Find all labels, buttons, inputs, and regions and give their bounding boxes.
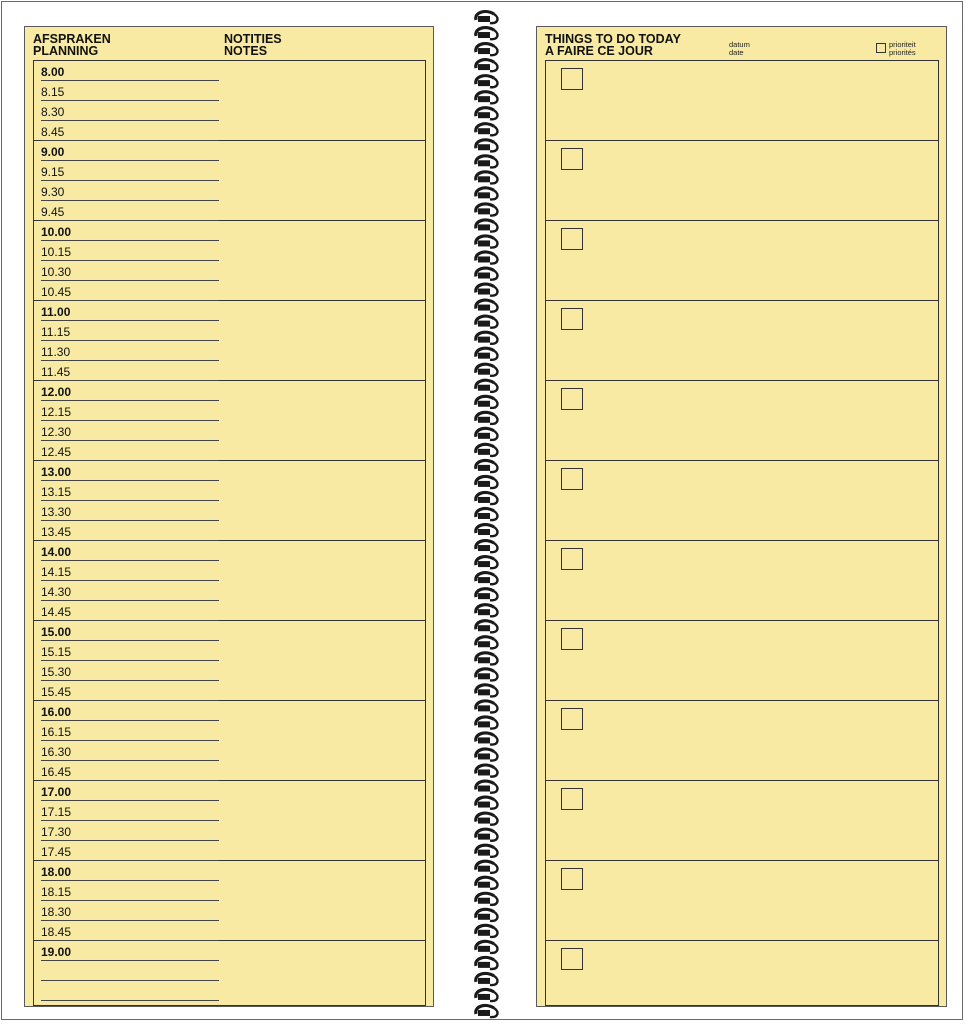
- quarter-slot[interactable]: 10.30: [41, 261, 219, 281]
- hour-block: [34, 541, 425, 621]
- task-checkbox[interactable]: [561, 68, 583, 90]
- spiral-loop: [476, 749, 498, 761]
- spiral-loop: [476, 348, 498, 360]
- spiral-loop: [476, 1006, 498, 1018]
- quarter-slot[interactable]: [41, 961, 219, 981]
- quarter-slot[interactable]: 15.45: [41, 681, 219, 701]
- hour-block: [34, 221, 425, 301]
- quarter-slot[interactable]: 13.45: [41, 521, 219, 541]
- spiral-loop: [476, 845, 498, 857]
- task-row[interactable]: [546, 701, 938, 781]
- date-label-nl: datum: [729, 40, 750, 49]
- quarter-slot[interactable]: 9.45: [41, 201, 219, 221]
- quarter-slot[interactable]: [41, 981, 219, 1001]
- spiral-loop: [476, 653, 498, 665]
- task-checkbox[interactable]: [561, 788, 583, 810]
- spiral-loop: [476, 172, 498, 184]
- spiral-loop: [476, 877, 498, 889]
- quarter-slot[interactable]: 10.15: [41, 241, 219, 261]
- notes-heading-en: NOTES: [224, 44, 268, 58]
- hour-label[interactable]: 15.00: [41, 621, 219, 641]
- spiral-loop: [476, 124, 498, 136]
- quarter-slot[interactable]: 14.15: [41, 561, 219, 581]
- task-checkbox[interactable]: [561, 308, 583, 330]
- spiral-loop: [476, 444, 498, 456]
- spiral-loop: [476, 316, 498, 328]
- task-row[interactable]: [546, 141, 938, 221]
- spiral-loop: [476, 252, 498, 264]
- hour-block: [34, 781, 425, 861]
- quarter-slot[interactable]: 16.15: [41, 721, 219, 741]
- spiral-loop: [476, 781, 498, 793]
- spiral-loop: [476, 941, 498, 953]
- hour-label[interactable]: 19.00: [41, 941, 219, 961]
- todo-page: [536, 26, 947, 1007]
- quarter-slot[interactable]: 8.30: [41, 101, 219, 121]
- priority-checkbox-legend: [876, 43, 886, 53]
- quarter-slot[interactable]: 11.45: [41, 361, 219, 381]
- hour-block: [34, 141, 425, 221]
- hour-label[interactable]: 10.00: [41, 221, 219, 241]
- quarter-slot[interactable]: 17.45: [41, 841, 219, 861]
- spiral-loop: [476, 813, 498, 825]
- quarter-slot[interactable]: 8.15: [41, 81, 219, 101]
- task-list: [545, 60, 939, 1006]
- priority-label-fr: priorités: [889, 48, 916, 57]
- quarter-slot[interactable]: 16.45: [41, 761, 219, 781]
- quarter-slot[interactable]: 15.15: [41, 641, 219, 661]
- spiral-loop: [476, 733, 498, 745]
- spiral-loop: [476, 797, 498, 809]
- hour-block: [34, 61, 425, 141]
- spiral-loop: [476, 557, 498, 569]
- spiral-loop: [476, 460, 498, 472]
- task-checkbox[interactable]: [561, 228, 583, 250]
- task-row[interactable]: [546, 461, 938, 541]
- hour-label[interactable]: 11.00: [41, 301, 219, 321]
- task-checkbox[interactable]: [561, 708, 583, 730]
- spiral-loop: [476, 60, 498, 72]
- hour-block: [34, 861, 425, 941]
- hour-block: [34, 381, 425, 461]
- task-checkbox[interactable]: [561, 628, 583, 650]
- spiral-loop: [476, 156, 498, 168]
- task-checkbox[interactable]: [561, 468, 583, 490]
- spiral-binding: [464, 6, 506, 1022]
- spiral-loop: [476, 925, 498, 937]
- quarter-slot[interactable]: 18.45: [41, 921, 219, 941]
- quarter-slot[interactable]: 13.30: [41, 501, 219, 521]
- spiral-loop: [476, 701, 498, 713]
- quarter-slot[interactable]: 12.15: [41, 401, 219, 421]
- spiral-loop: [476, 765, 498, 777]
- quarter-slot[interactable]: 8.45: [41, 121, 219, 141]
- spiral-loop: [476, 412, 498, 424]
- hour-label[interactable]: 14.00: [41, 541, 219, 561]
- quarter-slot[interactable]: 18.15: [41, 881, 219, 901]
- todo-heading-en: THINGS TO DO TODAY: [545, 32, 681, 46]
- quarter-slot[interactable]: 10.45: [41, 281, 219, 301]
- hour-label[interactable]: 8.00: [41, 61, 219, 81]
- hour-label[interactable]: 13.00: [41, 461, 219, 481]
- task-checkbox[interactable]: [561, 148, 583, 170]
- spiral-loop: [476, 909, 498, 921]
- task-row[interactable]: [546, 941, 938, 1021]
- quarter-slot[interactable]: 12.45: [41, 441, 219, 461]
- hour-block: [34, 621, 425, 701]
- spiral-loop: [476, 893, 498, 905]
- spiral-loop: [476, 621, 498, 633]
- task-checkbox[interactable]: [561, 868, 583, 890]
- task-row[interactable]: [546, 381, 938, 461]
- priority-label-nl: prioriteit: [889, 40, 916, 49]
- quarter-slot[interactable]: 14.45: [41, 601, 219, 621]
- spiral-loop: [476, 525, 498, 537]
- spiral-loop: [476, 188, 498, 200]
- schedule-grid: [33, 60, 426, 1006]
- quarter-slot[interactable]: 17.15: [41, 801, 219, 821]
- hour-label[interactable]: 18.00: [41, 861, 219, 881]
- quarter-slot[interactable]: 9.15: [41, 161, 219, 181]
- planning-page: [24, 26, 434, 1007]
- spiral-loop: [476, 541, 498, 553]
- task-row[interactable]: [546, 781, 938, 861]
- spiral-loop: [476, 973, 498, 985]
- spiral-loop: [476, 236, 498, 248]
- spiral-loop: [476, 605, 498, 617]
- quarter-slot[interactable]: 13.15: [41, 481, 219, 501]
- spiral-loop: [476, 284, 498, 296]
- task-checkbox[interactable]: [561, 388, 583, 410]
- notes-heading-nl: NOTITIES: [224, 32, 282, 46]
- spiral-loop: [476, 637, 498, 649]
- task-row[interactable]: [546, 621, 938, 701]
- quarter-slot[interactable]: 16.30: [41, 741, 219, 761]
- spiral-loop: [476, 92, 498, 104]
- quarter-slot[interactable]: 17.30: [41, 821, 219, 841]
- planner-sheet: [1, 1, 963, 1020]
- spiral-loop: [476, 573, 498, 585]
- spiral-loop: [476, 396, 498, 408]
- todo-heading-fr: A FAIRE CE JOUR: [545, 44, 653, 58]
- spiral-loop: [476, 717, 498, 729]
- spiral-loop: [476, 204, 498, 216]
- task-checkbox[interactable]: [561, 948, 583, 970]
- spiral-loop: [476, 989, 498, 1001]
- spiral-loop: [476, 957, 498, 969]
- planning-heading-nl: AFSPRAKEN: [33, 32, 111, 46]
- date-label-fr: date: [729, 48, 744, 57]
- spiral-loop: [476, 268, 498, 280]
- quarter-slot[interactable]: 15.30: [41, 661, 219, 681]
- spiral-loop: [476, 108, 498, 120]
- hour-label[interactable]: 16.00: [41, 701, 219, 721]
- spiral-loop: [476, 380, 498, 392]
- quarter-slot[interactable]: 9.30: [41, 181, 219, 201]
- spiral-loop: [476, 140, 498, 152]
- task-row[interactable]: [546, 61, 938, 141]
- spiral-loop: [476, 493, 498, 505]
- spiral-loop: [476, 861, 498, 873]
- hour-block: [34, 301, 425, 381]
- hour-block: [34, 461, 425, 541]
- quarter-slot[interactable]: 18.30: [41, 901, 219, 921]
- spiral-loop: [476, 829, 498, 841]
- spiral-loop: [476, 669, 498, 681]
- hour-label[interactable]: 9.00: [41, 141, 219, 161]
- spiral-loop: [476, 428, 498, 440]
- spiral-loop: [476, 364, 498, 376]
- spiral-loop: [476, 300, 498, 312]
- spiral-loop: [476, 28, 498, 40]
- quarter-slot[interactable]: 11.30: [41, 341, 219, 361]
- task-row[interactable]: [546, 301, 938, 381]
- hour-label[interactable]: 12.00: [41, 381, 219, 401]
- quarter-slot[interactable]: 12.30: [41, 421, 219, 441]
- hour-block: [34, 701, 425, 781]
- task-row[interactable]: [546, 861, 938, 941]
- spiral-loop: [476, 509, 498, 521]
- hour-label[interactable]: 17.00: [41, 781, 219, 801]
- spiral-loop: [476, 332, 498, 344]
- quarter-slot[interactable]: 11.15: [41, 321, 219, 341]
- spiral-loop: [476, 685, 498, 697]
- spiral-loop: [476, 12, 498, 24]
- spiral-loop: [476, 44, 498, 56]
- planning-heading-en: PLANNING: [33, 44, 99, 58]
- hour-block: [34, 941, 425, 1021]
- task-row[interactable]: [546, 221, 938, 301]
- task-checkbox[interactable]: [561, 548, 583, 570]
- spiral-loop: [476, 476, 498, 488]
- quarter-slot[interactable]: 14.30: [41, 581, 219, 601]
- spiral-loop: [476, 589, 498, 601]
- spiral-loop: [476, 220, 498, 232]
- spiral-loop: [476, 76, 498, 88]
- task-row[interactable]: [546, 541, 938, 621]
